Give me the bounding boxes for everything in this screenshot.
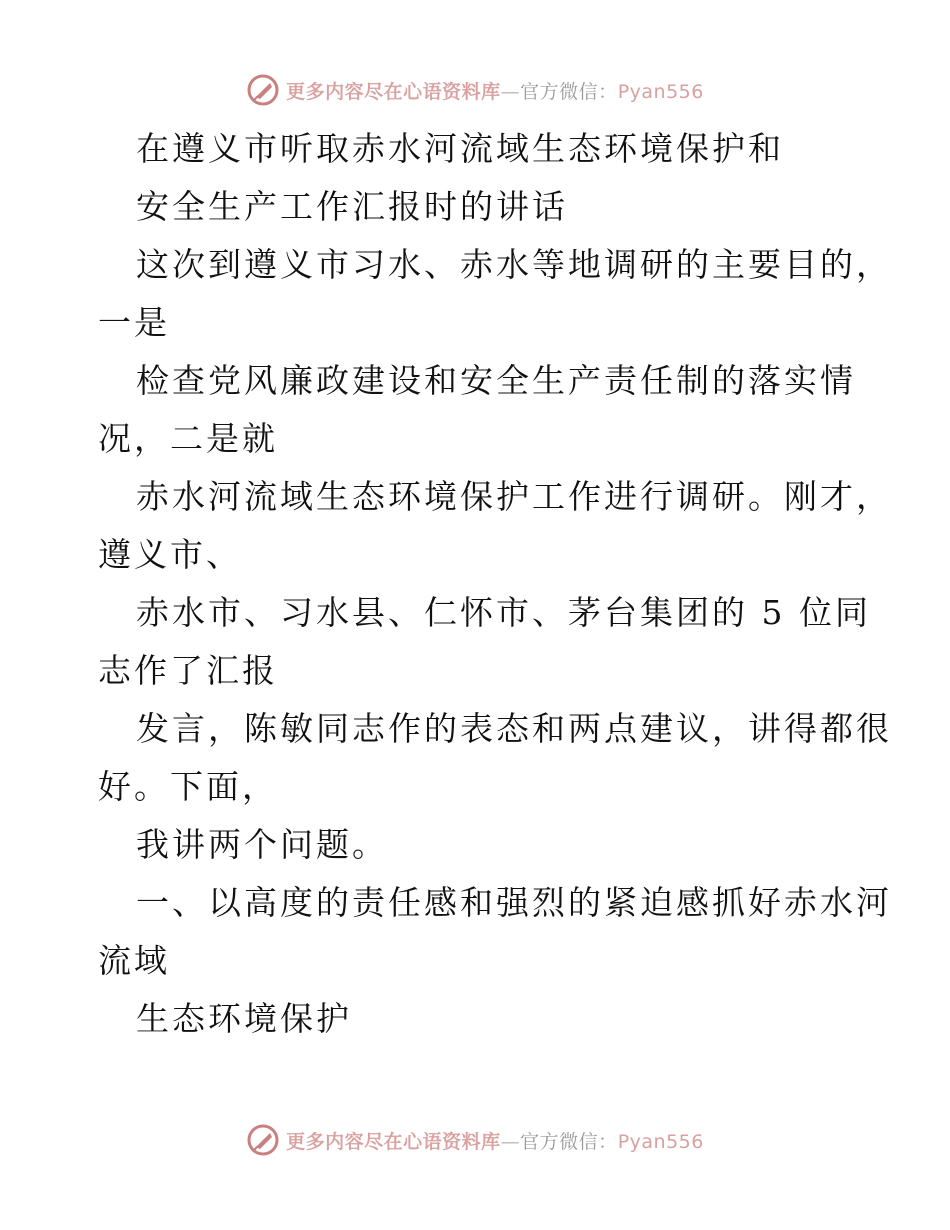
- text-line: 在遵义市听取赤水河流域生态环境保护和: [136, 129, 784, 168]
- text-line: 志作了汇报: [98, 651, 278, 690]
- text-line: 我讲两个问题。: [136, 825, 388, 864]
- footer-watermark: [0, 1120, 950, 1160]
- watermark-brand: 更多内容尽在心语资料库: [286, 1130, 501, 1153]
- text-line: 这次到遵义市习水、赤水等地调研的主要目的，: [136, 245, 892, 284]
- text-line: 赤水河流域生态环境保护工作进行调研。刚才，: [136, 477, 892, 516]
- text-line: 好。下面，: [98, 767, 278, 806]
- document-body: [98, 120, 898, 1048]
- watermark-wechat-id: Pyan556: [617, 80, 704, 103]
- header-watermark: [0, 70, 950, 110]
- text-line: 一、以高度的责任感和强烈的紧迫感抓好赤水河: [136, 883, 892, 922]
- watermark-text: [286, 1127, 704, 1154]
- text-line: 赤水市、习水县、仁怀市、茅台集团的 5 位同: [136, 593, 871, 632]
- text-line: 况，二是就: [98, 419, 278, 458]
- watermark-brand: 更多内容尽在心语资料库: [286, 80, 501, 103]
- text-line: 遵义市、: [98, 535, 242, 574]
- watermark-dash: —: [500, 80, 521, 103]
- text-line: 生态环境保护: [136, 999, 352, 1038]
- watermark-wechat-id: Pyan556: [617, 1130, 704, 1153]
- watermark-dash: —: [500, 1130, 521, 1153]
- watermark-wechat-label: 官方微信：: [520, 80, 618, 103]
- text-line: 检查党风廉政建设和安全生产责任制的落实情: [136, 361, 856, 400]
- quill-logo-icon: [246, 1123, 280, 1157]
- text-line: 一是: [98, 303, 170, 342]
- text-line: 发言，陈敏同志作的表态和两点建议，讲得都很: [136, 709, 892, 748]
- watermark-wechat-label: 官方微信：: [520, 1130, 618, 1153]
- quill-logo-icon: [246, 73, 280, 107]
- text-line: 流域: [98, 941, 170, 980]
- text-line: 安全生产工作汇报时的讲话: [136, 187, 568, 226]
- watermark-text: [286, 77, 704, 104]
